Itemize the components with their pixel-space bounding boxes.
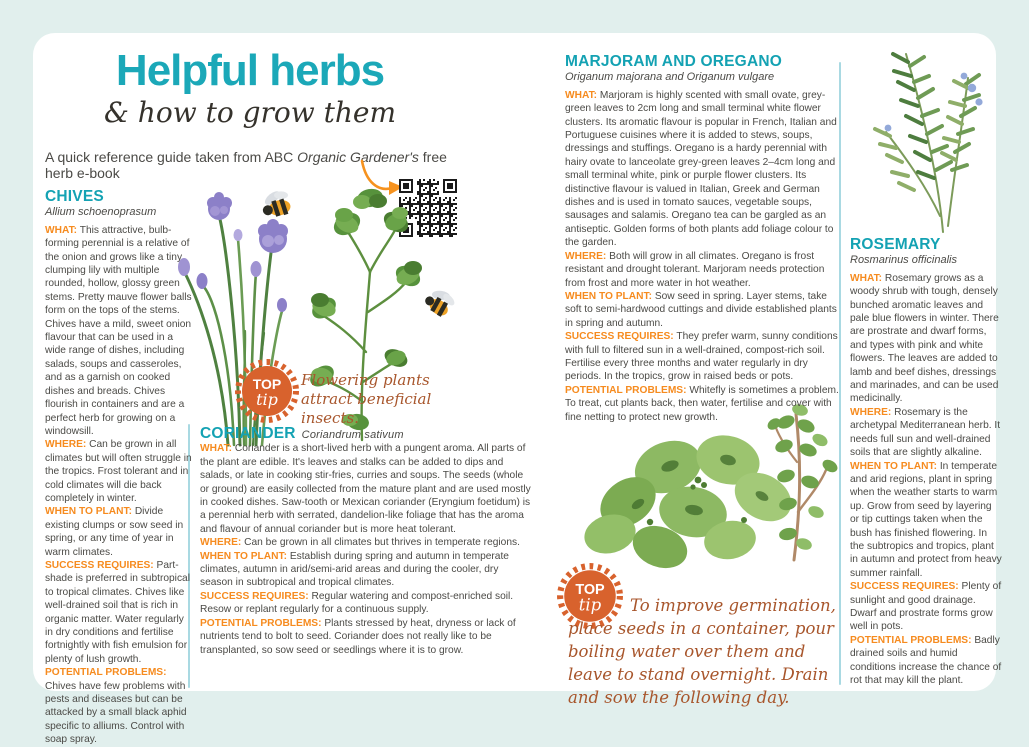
entry-text: Can be grown in all climates but thrives in temperate regions. xyxy=(244,537,520,549)
entry-label: WHEN TO PLANT: xyxy=(850,460,937,472)
latin-name-coriander: Coriandrum sativum xyxy=(301,429,404,441)
page-title: Helpful herbs xyxy=(115,46,385,95)
entry-text: Plenty of sunlight and good drainage. Dwarf and prostrate forms grow well in pots. xyxy=(850,581,1002,633)
tip-text-germination: To improve germination, place seeds in a container, pour boiling water over them and leave to stand overnight. Drain and sow the following day. xyxy=(568,596,836,707)
entry-label: SUCCESS REQUIRES: xyxy=(850,581,959,593)
entry-text: Whitefly is sometimes a problem. To treat, cut plants back, then water, fertilise and cover with fine netting to protect new growth. xyxy=(565,384,839,423)
entry-what xyxy=(850,272,1002,406)
entry-text: Coriander is a short-lived herb with a pungent aroma. All parts of the plant are edible. It's leaves and stalks can be added to dips and salads, or late in cooking stir-fries, curries and soups. The seeds (whole or ground) are easily collected from the mature plant and are used mostly in cooked dishes. Saw-tooth or Mexican coriander (Eryngium foetidum) is a perennial herb with serrated, dandelion-like foliage that has the aroma and flavour of annual coriander but is more heat tolerant. xyxy=(200,443,531,535)
svg-text:tip: tip xyxy=(578,595,602,615)
latin-name-chives: Allium schoenoprasum xyxy=(45,206,157,219)
svg-text:TOP: TOP xyxy=(252,376,282,392)
section-title-marjoram-oregano: MARJORAM AND OREGANO xyxy=(565,53,782,70)
tagline-prefix: A quick reference guide taken from ABC xyxy=(45,149,298,165)
entry-text: Badly drained soils and humid conditions increase the chance of rot that may kill the plant. xyxy=(850,634,1002,686)
section-title-text: CORIANDER xyxy=(200,425,296,442)
entry-text: Both will grow in all climates. Oregano is frost resistant and drought tolerant. Marjoram needs protection from frost and more water in hot weather. xyxy=(565,250,825,289)
entry-text: Regular watering and compost-enriched soil. Resow or replant regularly for a continuous supply. xyxy=(200,590,514,616)
entry-label: WHERE: xyxy=(45,439,87,451)
section-chives xyxy=(45,190,194,747)
entry-label: POTENTIAL PROBLEMS: xyxy=(565,384,687,396)
entry-success-requires xyxy=(200,590,533,617)
entry-where xyxy=(850,406,1002,460)
entry-text: They prefer warm, sunny conditions with full to filtered sun in a well-drained, compost-rich soil. Fertilise every three months and water regularly in dry periods. In the tropics, grow in raised beds or pots. xyxy=(565,331,838,383)
tagline-suffix: free herb e-book xyxy=(45,149,447,181)
entry-text: Can be grown in all climates but will often struggle in the tropics. Frost tolerant and in cold climates will die back completely in winter. xyxy=(45,439,192,504)
entry-success-requires xyxy=(565,330,840,384)
entry-text: Sow seed in spring. Layer stems, take soft to semi-hardwood cuttings and divide established plants in spring and autumn. xyxy=(565,290,837,329)
tip-text-flowering-plants: Flowering plants attract beneficial insects. xyxy=(301,371,432,427)
section-title-chives: CHIVES xyxy=(45,188,104,205)
entry-potential-problems xyxy=(565,384,840,424)
entry-text: Marjoram is highly scented with small ovate, grey-green leaves to 2cm long and small terminal white flower clusters. Its aromatic flavour is popular in French, Italian and Portuguese cuisines where it is added to stews, soups, dressings and stuffings. Oregano is a hardy perennial with hairy ovate to lanceolate grey-green leaves 2–4cm long and small terminal white, pink or purple flower clusters. Its distinctive flavour is valued in Italian, Greek and German dishes and is used in tomato sauces, vegetable soups, sausages and salamis. Oregano tea can be gargled as an antiseptic. Golden forms of both plants add foliage colour to the garden. xyxy=(565,89,837,249)
entry-label: WHERE: xyxy=(850,406,892,418)
entry-what xyxy=(565,89,840,250)
bee-icon xyxy=(419,285,459,325)
entry-success-requires xyxy=(850,580,1002,634)
section-rosemary xyxy=(850,238,1002,687)
top-tip-badge xyxy=(234,358,300,424)
entry-label: SUCCESS REQUIRES: xyxy=(565,331,674,343)
entry-what xyxy=(200,442,533,536)
entry-label: SUCCESS REQUIRES: xyxy=(45,559,154,571)
entry-label: WHERE: xyxy=(200,537,242,549)
rosemary-watercolor-illustration xyxy=(848,36,1000,236)
entry-label: POTENTIAL PROBLEMS: xyxy=(45,667,167,679)
page-header xyxy=(38,48,462,129)
entry-label: SUCCESS REQUIRES: xyxy=(200,590,309,602)
entry-when-to-plant xyxy=(45,505,194,559)
entry-when-to-plant xyxy=(850,460,1002,581)
section-title-coriander xyxy=(200,427,533,442)
bee-icon xyxy=(258,188,298,222)
entry-text: Part-shade is preferred in subtropical to tropical climates. Chives like well-drained soil that is rich in organic matter. Water regularly in dry conditions and fertilise fortnightly with fish emulsion for plenty of lush growth. xyxy=(45,559,190,665)
entry-when-to-plant xyxy=(200,550,533,590)
entry-potential-problems xyxy=(850,634,1002,688)
entry-label: WHAT: xyxy=(850,272,883,284)
page-subtitle: & how to grow them xyxy=(103,96,397,130)
entry-where xyxy=(200,536,533,549)
entry-label: WHEN TO PLANT: xyxy=(565,290,652,302)
entry-label: POTENTIAL PROBLEMS: xyxy=(200,617,322,629)
entry-potential-problems xyxy=(200,617,533,657)
entry-text: This attractive, bulb-forming perennial is a relative of the onion and grows like a tiny clumping lily with multiple rounded, hollow, glossy green stems. Pretty mauve flower balls form on the tops of the stems. Chives have a mild, sweet onion flavour that can be used in a wide range of dishes, including salads, soups and casseroles, and as a garnish on cooked dishes and breads. Chives flourish in containers and are a perfect herb for growing on a windowsill. xyxy=(45,224,192,437)
section-marjoram-oregano xyxy=(565,55,840,424)
tagline-magazine-name: Organic Gardener's xyxy=(297,149,419,165)
entry-text: In temperate and arid regions, plant in spring when the weather starts to warm up. Grow from seed by layering or tip cuttings taken when the bush has finished flowering. In the subtropics and tropics, plant in autumn and protect from heavy summer rainfall. xyxy=(850,460,1002,579)
entry-text: Divide existing clumps or sow seed in spring, or any time of year in warm climates. xyxy=(45,506,184,558)
svg-text:tip: tip xyxy=(256,390,278,409)
entry-success-requires xyxy=(45,559,194,666)
entry-label: WHEN TO PLANT: xyxy=(45,506,132,518)
svg-text:TOP: TOP xyxy=(575,581,605,598)
entry-where xyxy=(565,250,840,290)
section-coriander xyxy=(200,427,533,657)
entry-label: WHAT: xyxy=(45,224,78,236)
entry-when-to-plant xyxy=(565,290,840,330)
entry-label: WHAT: xyxy=(200,443,233,455)
entry-label: WHEN TO PLANT: xyxy=(200,550,287,562)
entry-text: Establish during spring and autumn in temperate climates, autumn in arid/semi-arid areas and during the cooler, dry season in subtropical and tropical climates. xyxy=(200,550,509,589)
entry-text: Rosemary grows as a woody shrub with tough, densely bunched aromatic leaves and pale blue flowers in winter. There are prostrate and dwarf forms, and types with pink and white flowers. The leaves are added to lamb and beef dishes, dressings and marinades, and can be used medicinally. xyxy=(850,272,999,405)
latin-name-rosemary: Rosmarinus officinalis xyxy=(850,254,957,267)
entry-potential-problems xyxy=(45,666,194,746)
entry-text: Chives have few problems with pests and diseases but can be attacked by a small black aphid specific to alliums. Control with soap spray. xyxy=(45,680,187,746)
entry-text: Plants stressed by heat, dryness or lack of nutrients tend to bolt to seed. Coriander does not really like to be transplanted, so sow seed or seedlings where it is to grow. xyxy=(200,617,516,656)
latin-name-marjoram-oregano: Origanum majorana and Origanum vulgare xyxy=(565,71,775,84)
entry-where xyxy=(45,438,194,505)
entry-what xyxy=(45,224,194,439)
entry-label: POTENTIAL PROBLEMS: xyxy=(850,634,972,646)
entry-label: WHERE: xyxy=(565,250,607,262)
entry-text: Rosemary is the archetypal Mediterranean herb. It needs full sun and well-drained soils that are slightly alkaline. xyxy=(850,406,1001,459)
section-title-rosemary: ROSEMARY xyxy=(850,236,941,253)
entry-label: WHAT: xyxy=(565,89,598,101)
tagline xyxy=(45,149,475,181)
